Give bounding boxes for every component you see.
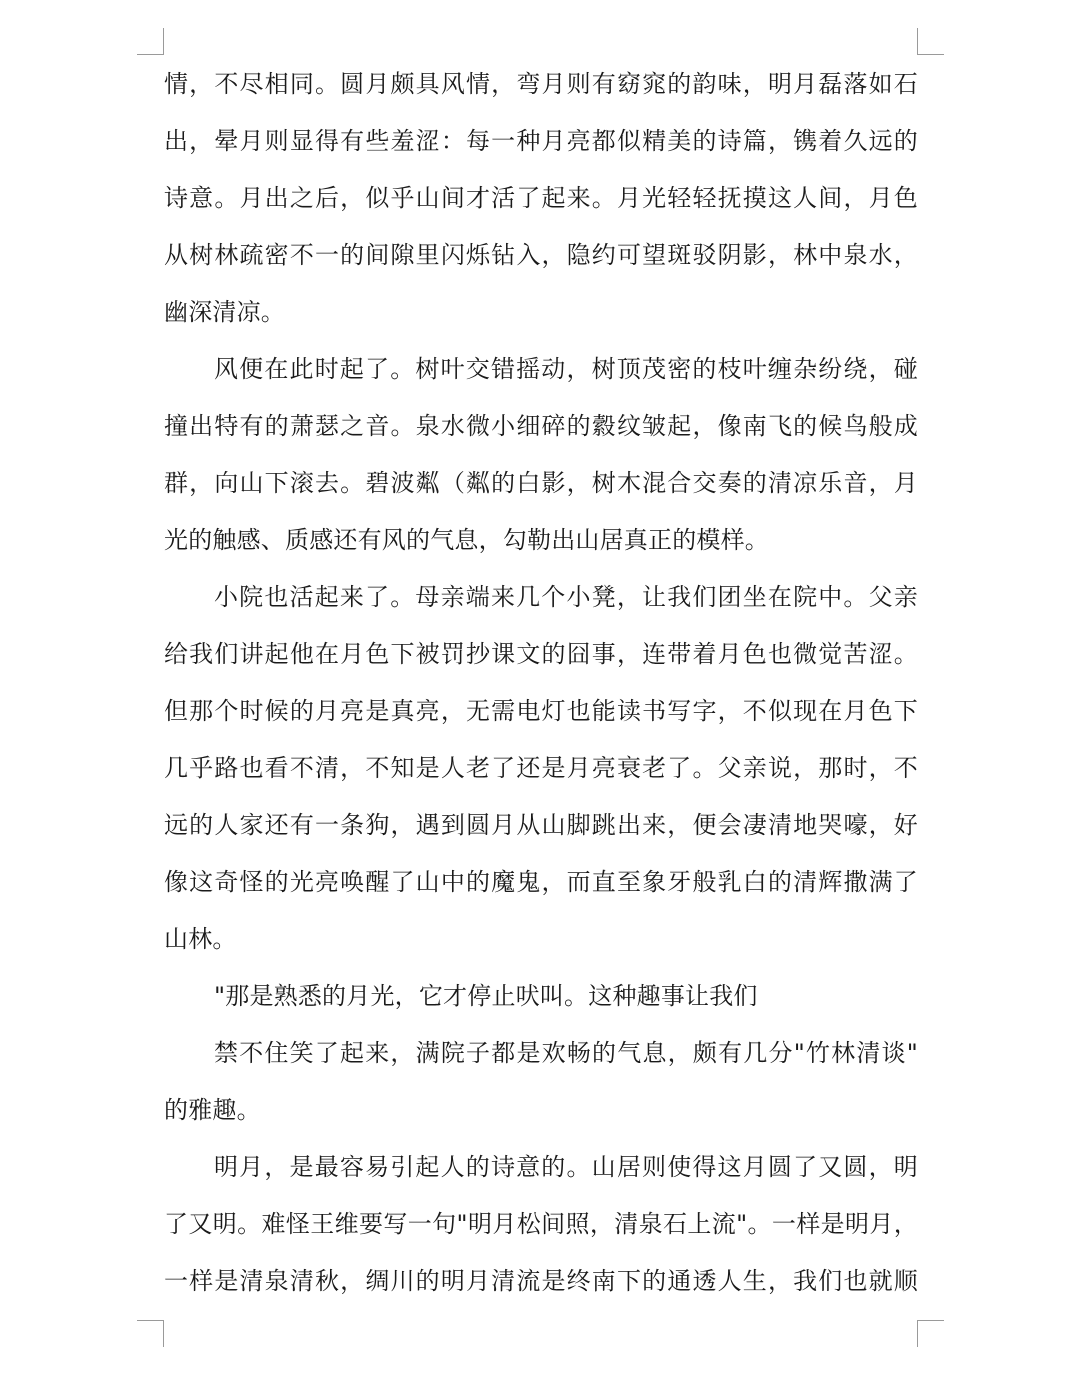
text-line: 风便在此时起了。树叶交错摇动，树顶茂密的枝叶缠杂纷绕，碰 xyxy=(214,355,918,383)
text-line: 给我们讲起他在月色下被罚抄课文的囧事，连带着月色也微觉苦涩。 xyxy=(164,640,918,668)
text-line: 了又明。难怪王维要写一句"明月松间照，清泉石上流"。一样是明月， xyxy=(164,1210,918,1238)
text-line: "那是熟悉的月光，它才停止吠叫。这种趣事让我们 xyxy=(214,982,758,1010)
text-line: 几乎路也看不清，不知是人老了还是月亮衰老了。父亲说，那时，不 xyxy=(164,754,918,782)
text-line: 出，晕月则显得有些羞涩：每一种月亮都似精美的诗篇，镌着久远的 xyxy=(164,127,918,155)
text-line: 从树林疏密不一的间隙里闪烁钻入，隐约可望斑驳阴影，林中泉水， xyxy=(164,241,918,269)
text-line: 群，向山下滚去。碧波粼（粼的白影，树木混合交奏的清凉乐音，月 xyxy=(164,469,918,497)
text-line: 像这奇怪的光亮唤醒了山中的魔鬼，而直至象牙般乳白的清辉撒满了 xyxy=(164,868,918,896)
text-line: 一样是清泉清秋，绸川的明月清流是终南下的通透人生，我们也就顺 xyxy=(164,1267,918,1295)
text-line: 光的触感、质感还有风的气息，勾勒出山居真正的模样。 xyxy=(164,526,769,554)
text-line: 情，不尽相同。圆月颇具风情，弯月则有窈窕的韵味，明月磊落如石 xyxy=(164,70,918,98)
text-line: 但那个时候的月亮是真亮，无需电灯也能读书写字，不似现在月色下 xyxy=(164,697,918,725)
text-line: 禁不住笑了起来，满院子都是欢畅的气息，颇有几分"竹林清谈" xyxy=(214,1039,918,1067)
crop-mark-bottom-left xyxy=(137,1320,164,1347)
text-line: 明月，是最容易引起人的诗意的。山居则使得这月圆了又圆，明 xyxy=(214,1153,918,1181)
text-line: 撞出特有的萧瑟之音。泉水微小细碎的縠纹皱起，像南飞的候鸟般成 xyxy=(164,412,918,440)
text-line: 小院也活起来了。母亲端来几个小凳，让我们团坐在院中。父亲 xyxy=(214,583,918,611)
crop-mark-top-left xyxy=(137,28,164,55)
text-line: 山林。 xyxy=(164,925,237,953)
text-line: 诗意。月出之后，似乎山间才活了起来。月光轻轻抚摸这人间，月色 xyxy=(164,184,918,212)
document-body xyxy=(164,56,918,1310)
text-line: 的雅趣。 xyxy=(164,1096,261,1124)
text-line: 幽深清凉。 xyxy=(164,298,285,326)
crop-mark-bottom-right xyxy=(917,1320,944,1347)
crop-mark-top-right xyxy=(917,28,944,55)
text-line: 远的人家还有一条狗，遇到圆月从山脚跳出来，便会凄清地哭嚎，好 xyxy=(164,811,918,839)
